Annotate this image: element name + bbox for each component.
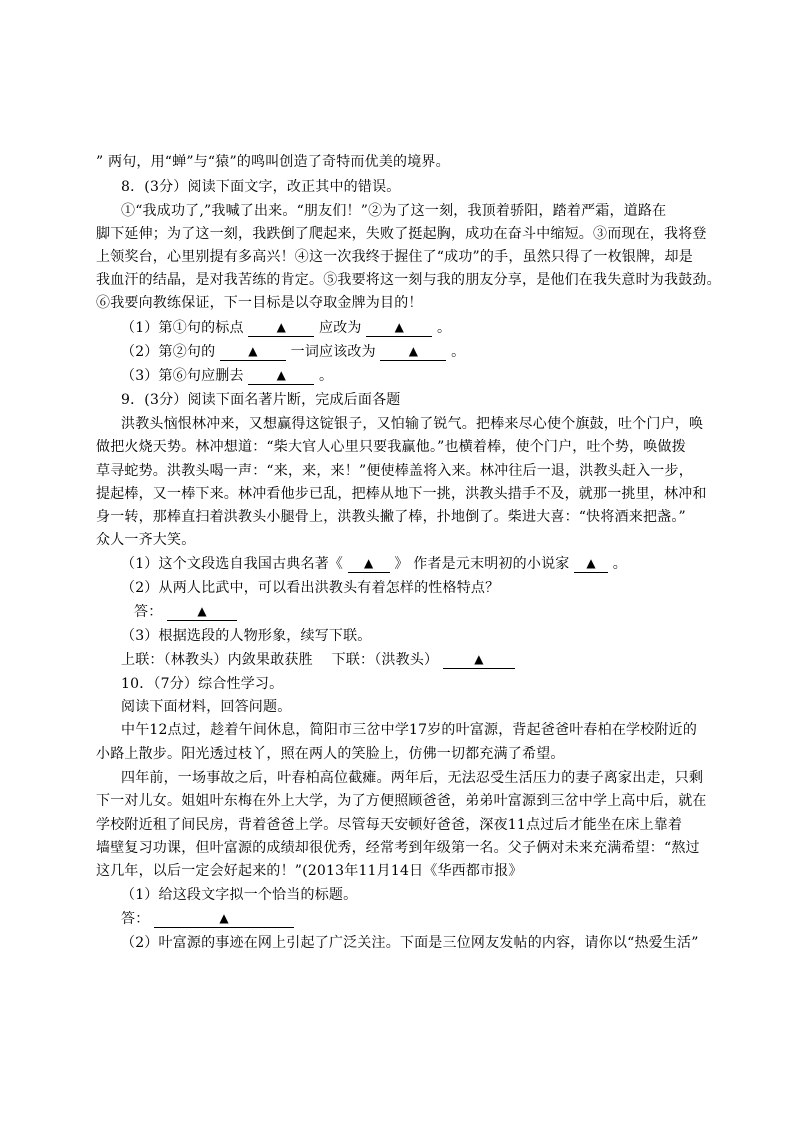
question-10-sub-1-answer (121, 909, 294, 929)
question-9-passage-line: 做把火烧天势。林冲想道：“柴大官人心里只要我赢他。”也横着棒，使个门户，吐个势，唤做拨 (96, 439, 686, 455)
question-10-passage-line: 学校附近租了间民房，背着爸爸上学。尽管每天安顿好爸爸，深夜11点过后才能坐在床上靠着 (96, 817, 683, 833)
question-8-passage-line: ⑥我要向教练保证，下一目标是以夺取金牌为目的！ (96, 295, 423, 311)
question-10-passage-line: 小路上散步。阳光透过枝丫，照在两人的笑脸上，仿佛一切都充满了希望。 (96, 746, 565, 762)
question-8-passage-line: 上领奖台，心里别提有多高兴！④这一次我终于握住了“成功”的手，虽然只得了一枚银牌，却是 (96, 249, 693, 265)
triangle-marker-icon: ▲ (364, 556, 374, 570)
sub-question-text: 一词应该改为 (290, 344, 376, 360)
answer-blank[interactable] (248, 368, 314, 385)
answer-blank[interactable] (443, 652, 515, 669)
couplet-text: 上联：（林教头）内敛果敢获胜 下联：（洪教头） (121, 652, 439, 668)
triangle-marker-icon: ▲ (586, 556, 596, 570)
question-10-sub-2: （2）叶富源的事迹在网上引起了广泛关注。下面是三位网友发帖的内容，请你以“热爱生活” (121, 935, 699, 951)
question-9-sub-2: （2）从两人比武中，可以看出洪教头有着怎样的性格特点？ (121, 580, 500, 596)
question-10-passage-line: 墙壁复习功课，但叶富源的成绩却很优秀，经常考到年级第一名。父子俩对未来充满希望：“熬过 (96, 840, 700, 856)
sub-question-text: （3）第⑥句应删去 (121, 368, 244, 384)
question-8-passage-line: 我血汗的结晶，是对我苦练的肯定。⑤我要将这一刻与我的朋友分享，是他们在我失意时为我鼓劲。 (96, 272, 721, 288)
question-8-sub-2 (121, 342, 465, 362)
sub-question-text: 。 (436, 320, 452, 336)
question-8-passage-line: ①“我成功了,”我喊了出来。“朋友们！”②为了这一刻，我顶着骄阳，踏着严霜，道路在 (121, 203, 667, 219)
answer-blank[interactable] (380, 344, 446, 361)
triangle-marker-icon: ▲ (276, 320, 287, 334)
answer-blank[interactable] (154, 911, 294, 928)
triangle-marker-icon: ▲ (248, 344, 258, 358)
answer-blank[interactable] (220, 344, 286, 361)
question-9-passage-line: 众人一齐大笑。 (96, 532, 196, 548)
sub-question-text: 》 作者是元末明初的小说家 (394, 556, 570, 572)
triangle-marker-icon: ▲ (408, 344, 419, 358)
triangle-marker-icon: ▲ (197, 604, 207, 618)
question-9-couplet (121, 650, 515, 670)
sub-question-text: （2）第②句的 (121, 344, 216, 360)
question-10-intro: 阅读下面材料，回答问题。 (121, 699, 292, 715)
question-9-sub-3: （3）根据选段的人物形象，续写下联。 (121, 628, 372, 644)
question-8-passage-line: 脚下延伸；为了这一刻，我跌倒了爬起来，失败了挺起胸，成功在奋斗中缩短。③而现在，我将登 (96, 226, 707, 242)
question-10-passage-line: 四年前，一场事故之后，叶春柏高位截瘫。两年后，无法忍受生活压力的妻子离家出走，只剩 (121, 770, 704, 786)
question-9-passage-line: 草寻蛇势。洪教头喝一声：“来，来，来！”便使棒盖将入来。林冲往后一退，洪教头赶入一步， (96, 463, 693, 479)
sub-question-text: 。 (451, 344, 466, 360)
sub-question-text: 应改为 (319, 320, 362, 336)
question-10-title: 10．（7分）综合性学习。 (121, 676, 284, 692)
triangle-marker-icon: ▲ (394, 320, 405, 334)
triangle-marker-icon: ▲ (276, 368, 287, 382)
sub-question-text: 。 (319, 368, 334, 384)
sub-question-text: （1）第①句的标点 (121, 320, 244, 336)
question-8-sub-3 (121, 366, 333, 386)
sub-question-text: 。 (612, 556, 627, 572)
question-10-sub-1: （1）给这段文字拟一个恰当的标题。 (121, 887, 358, 903)
answer-blank[interactable] (574, 556, 608, 573)
question-9-sub-1 (121, 554, 627, 574)
triangle-marker-icon: ▲ (474, 652, 484, 666)
answer-blank[interactable] (167, 604, 237, 621)
text-line: ” 两句，用“蝉”与“猿”的鸣叫创造了奇特而优美的境界。 (96, 154, 450, 170)
question-9-title: 9．(3分）阅读下面名著片断，完成后面各题 (121, 392, 401, 408)
triangle-marker-icon: ▲ (219, 911, 229, 925)
answer-label: 答： (134, 604, 163, 620)
answer-blank[interactable] (248, 320, 314, 337)
question-9-passage-line: 提起棒，又一棒下来。林冲看他步已乱，把棒从地下一挑，洪教头措手不及，就那一挑里，林冲和 (96, 486, 707, 502)
question-10-passage-line: 这几年，以后一定会好起来的！”(2013年11月14日《华西都市报》 (96, 863, 523, 879)
question-10-passage-line: 中午12点过，趁着午间休息，简阳市三岔中学17岁的叶富源，背起爸爸叶春柏在学校附近的 (121, 722, 698, 738)
question-9-passage-line: 洪教头恼恨林冲来，又想赢得这锭银子，又怕输了锐气。把棒来尽心使个旗鼓，吐个门户，唤 (121, 416, 704, 432)
question-8-title: 8．(3分）阅读下面文字，改正其中的错误。 (121, 179, 401, 195)
sub-question-text: （1）这个文段选自我国古典名著《 (121, 556, 344, 572)
question-9-sub-2-answer (134, 602, 237, 622)
answer-blank[interactable] (348, 556, 390, 573)
answer-blank[interactable] (366, 320, 432, 337)
question-10-passage-line: 下一对儿女。姐姐叶东梅在外上大学，为了方便照顾爸爸，弟弟叶富源到三岔中学上高中后，就在 (96, 793, 707, 809)
answer-label: 答： (121, 911, 150, 927)
question-9-passage-line: 身一转，那棒直扫着洪教头小腿骨上，洪教头撇了棒，扑地倒了。柴进大喜：“快将酒来把盏。” (96, 509, 686, 525)
question-8-sub-1 (121, 318, 451, 338)
